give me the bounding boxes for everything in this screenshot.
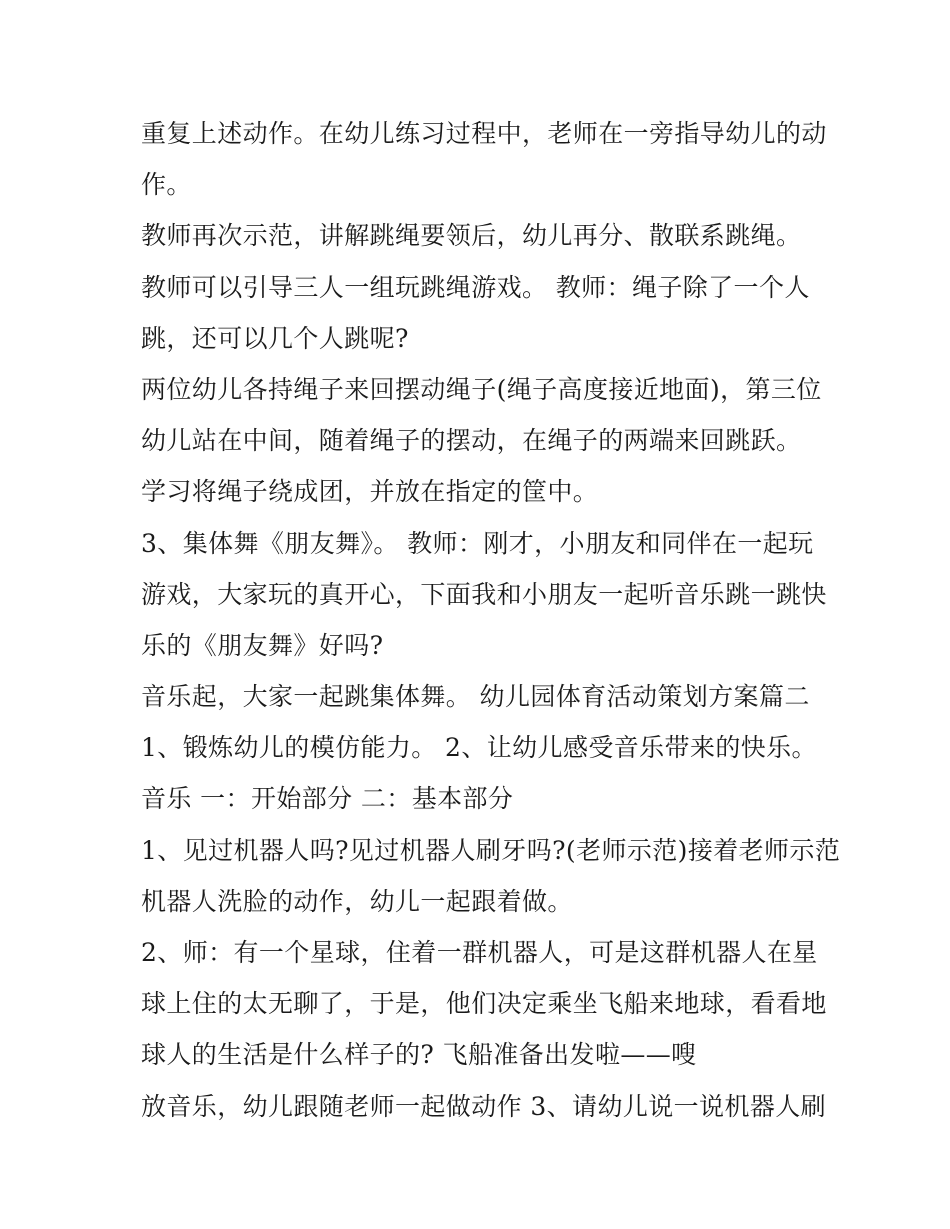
text-line: 球人的生活是什么样子的? 飞船准备出发啦——嗖 — [141, 1040, 697, 1070]
text-line: 乐的《朋友舞》好吗? — [141, 630, 384, 660]
text-line: 机器人洗脸的动作，幼儿一起跟着做。 — [141, 886, 573, 916]
text-line: 幼儿站在中间，随着绳子的摆动，在绳子的两端来回跳跃。 — [141, 426, 802, 456]
text-line: 音乐起，大家一起跳集体舞。 幼儿园体育活动策划方案篇二 — [141, 682, 810, 712]
document-body — [141, 108, 841, 1132]
text-line: 1、见过机器人吗?见过机器人刷牙吗?(老师示范)接着老师示范 — [141, 835, 841, 865]
text-line: 球上住的太无聊了，于是，他们决定乘坐飞船来地球，看看地 — [141, 989, 827, 1019]
text-line: 跳，还可以几个人跳呢? — [141, 323, 409, 353]
text-line: 重复上述动作。在幼儿练习过程中，老师在一旁指导幼儿的动 — [141, 119, 827, 148]
text-line: 两位幼儿各持绳子来回摆动绳子(绳子高度接近地面)，第三位 — [141, 374, 822, 404]
text-line: 3、集体舞《朋友舞》。 教师：刚才，小朋友和同伴在一起玩 — [141, 528, 814, 558]
text-line: 2、师：有一个星球，住着一群机器人，可是这群机器人在星 — [141, 938, 818, 967]
text-line: 音乐 一：开始部分 二：基本部分 — [141, 784, 514, 814]
text-line: 教师可以引导三人一组玩跳绳游戏。 教师：绳子除了一个人 — [141, 272, 810, 302]
text-line: 作。 — [141, 170, 192, 200]
text-line: 放音乐，幼儿跟随老师一起做动作 3、请幼儿说一说机器人刷 — [141, 1091, 827, 1121]
text-line: 游戏，大家玩的真开心，下面我和小朋友一起听音乐跳一跳快 — [141, 579, 827, 609]
text-line: 学习将绳子绕成团，并放在指定的筐中。 — [141, 477, 599, 507]
text-line: 教师再次示范，讲解跳绳要领后，幼儿再分、散联系跳绳。 — [141, 221, 802, 251]
text-line: 1、锻炼幼儿的模仿能力。 2、让幼儿感受音乐带来的快乐。 — [141, 733, 817, 763]
